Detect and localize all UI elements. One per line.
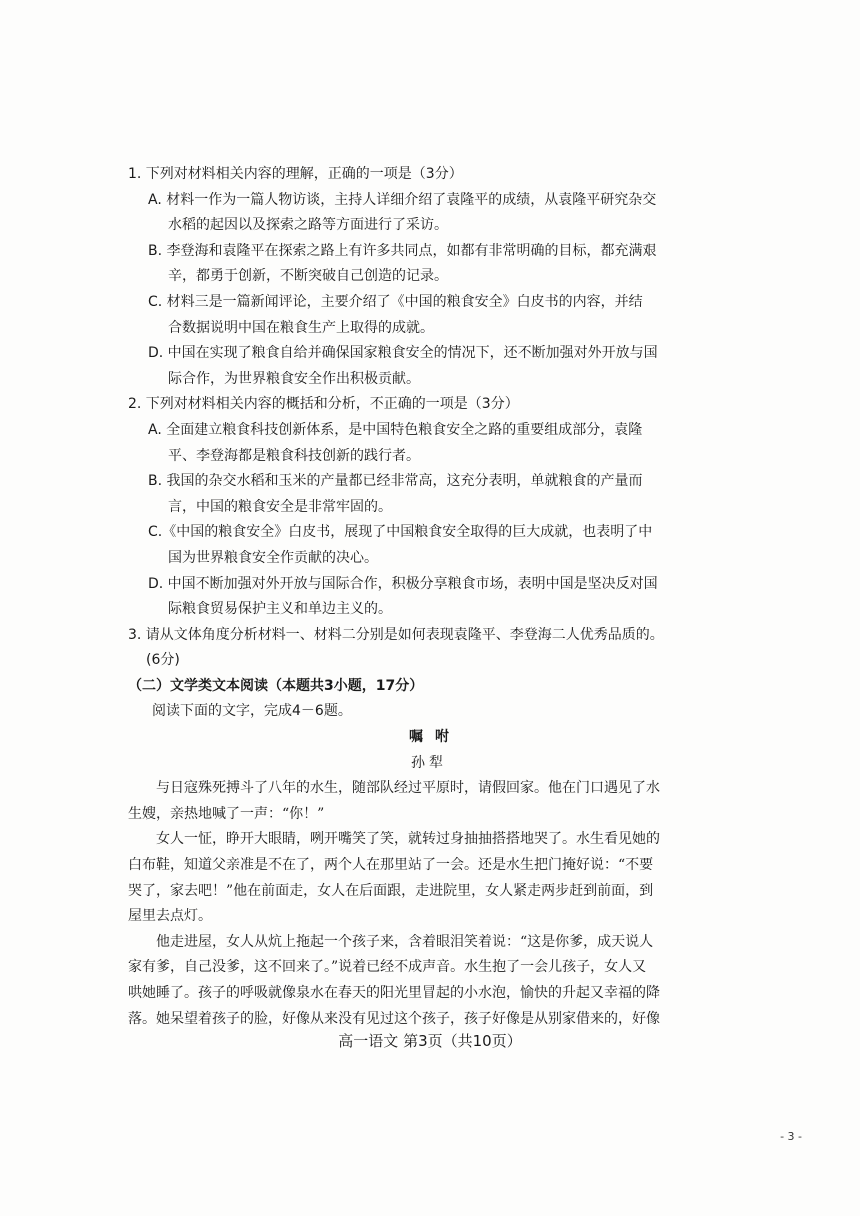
option-c-cont: 国为世界粮食安全作贡献的决心。 [168,549,378,566]
option-c: C. 材料三是一篇新闻评论，主要介绍了《中国的粮食安全》白皮书的内容，并结 [148,293,643,310]
story-line: 白布鞋，知道父亲准是不在了，两个人在那里站了一会。还是水生把门掩好说：“不要 [128,857,654,874]
option-a-cont: 水稻的起因以及探索之路等方面进行了采访。 [168,217,448,234]
story-line: 女人一怔，睁开大眼睛，咧开嘴笑了笑，就转过身抽抽搭搭地哭了。水生看见她的 [156,831,660,848]
story-author: 孙犁 [411,754,447,771]
option-a: A. 全面建立粮食科技创新体系，是中国特色粮食安全之路的重要组成部分，袁隆 [148,421,643,438]
option-a-cont: 平、李登海都是粮食科技创新的践行者。 [168,447,420,464]
story-line: 落。她呆望着孩子的脸，好像从来没有见过这个孩子，孩子好像是从别家借来的，好像 [128,1010,660,1027]
option-c: C.《中国的粮食安全》白皮书，展现了中国粮食安全取得的巨大成就，也表明了中 [148,524,653,541]
option-b: B. 我国的杂交水稻和玉米的产量都已经非常高，这充分表明，单就粮食的产量而 [148,473,643,490]
question-points: (6分) [146,652,180,669]
option-d-cont: 际粮食贸易保护主义和单边主义的。 [168,601,392,618]
page-content [128,162,730,1032]
option-d: D. 中国不断加强对外开放与国际合作，积极分享粮食市场，表明中国是坚决反对国 [148,575,658,592]
option-b: B. 李登海和袁隆平在探索之路上有许多共同点，如都有非常明确的目标，都充满艰 [148,242,657,259]
story-line: 哄她睡了。孩子的呼吸就像泉水在春天的阳光里冒起的小水泡，愉快的升起又幸福的降 [128,985,660,1001]
option-d: D. 中国在实现了粮食自给并确保国家粮食安全的情况下，还不断加强对外开放与国 [148,345,658,362]
story-line: 屋里去点灯。 [128,908,212,925]
story-line: 他走进屋，女人从炕上拖起一个孩子来，含着眼泪笑着说：“这是你爹，成天说人 [156,933,654,950]
question-1 [128,162,730,392]
option-c-cont: 合数据说明中国在粮食生产上取得的成就。 [168,319,434,336]
story-line: 与日寇殊死搏斗了八年的水生，随部队经过平原时，请假回家。他在门口遇见了水 [156,780,660,797]
option-a: A. 材料一作为一篇人物访谈，主持人详细介绍了袁隆平的成绩，从袁隆平研究杂交 [148,191,657,208]
question-3 [128,623,730,674]
story-title: 嘱咐 [409,729,461,746]
section-instruction: 阅读下面的文字，完成4－6题。 [152,703,352,720]
option-b-cont: 辛，都勇于创新，不断突破自己创造的记录。 [168,268,448,285]
story-line: 哭了，家去吧！”他在前面走，女人在后面跟，走进院里，女人紧走两步赶到前面，到 [128,882,654,899]
section-heading: （二）文学类文本阅读（本题共3小题，17分） [128,677,424,694]
page-number: - 3 - [780,1130,802,1143]
story-line: 生嫂，亲热地喊了一声：“你！” [128,805,325,822]
story-line: 家有爹，自己没爹，这不回来了。”说着已经不成声音。水生抱了一会儿孩子，女人又 [128,959,647,976]
question-stem: 3. 请从文体角度分析材料一、材料二分别是如何表现袁隆平、李登海二人优秀品质的。 [128,626,664,643]
option-b-cont: 言，中国的粮食安全是非常牢固的。 [168,498,392,515]
question-2 [128,392,730,622]
page-footer: 高一语文 第3页（共10页） [338,1032,522,1050]
question-stem: 1. 下列对材料相关内容的理解，正确的一项是（3分） [128,166,463,182]
option-d-cont: 际合作，为世界粮食安全作出积极贡献。 [168,370,420,387]
question-stem: 2. 下列对材料相关内容的概括和分析，不正确的一项是（3分） [128,396,519,413]
story [128,725,730,1032]
